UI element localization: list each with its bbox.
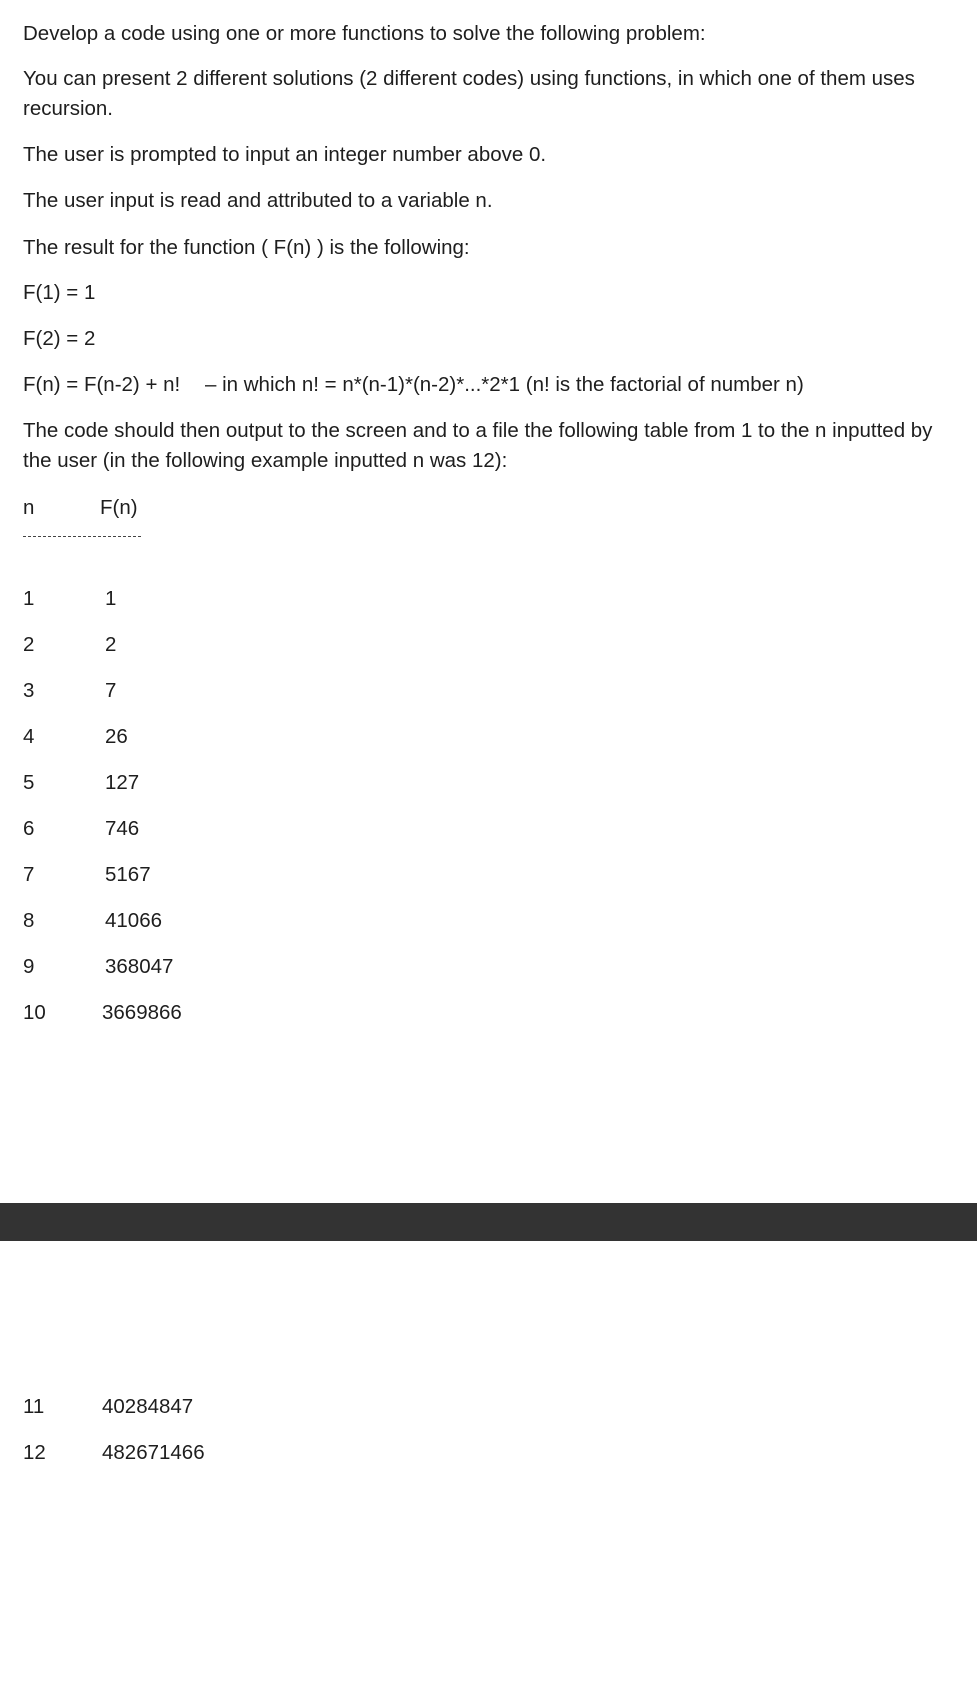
table-cell-n: 8 [23,909,35,932]
prompt-paragraph: The user is prompted to input an integer number above 0. [23,143,547,166]
table-cell-n: 9 [23,955,35,978]
table-cell-fn: 7 [105,679,117,702]
table-cell-fn: 2 [105,633,117,656]
table-cell-n: 2 [23,633,35,656]
formula-f2: F(2) = 2 [23,327,96,350]
solutions-paragraph: You can present 2 different solutions (2 different codes) using functions, in which one of them uses recursion. [23,67,915,120]
formula-fn: F(n) = F(n-2) + n! [23,373,181,396]
document-page-2 [0,1241,977,1687]
table-cell-fn: 40284847 [102,1395,194,1418]
table-cell-n: 4 [23,725,35,748]
table-cell-fn: 1 [105,587,117,610]
table-cell-fn: 41066 [105,909,163,932]
read-paragraph: The user input is read and attributed to a variable n. [23,189,493,212]
output-paragraph: The code should then output to the screen and to a file the following table from 1 to the n inputted by the user (in the following example inputted n was 12): [23,419,933,472]
table-cell-fn: 746 [105,817,140,840]
table-cell-n: 3 [23,679,35,702]
table-cell-fn: 26 [105,725,128,748]
table-header-n: n [23,496,35,519]
table-cell-fn: 127 [105,771,140,794]
table-header-fn: F(n) [100,496,138,519]
table-cell-n: 6 [23,817,35,840]
table-separator [23,536,141,537]
table-cell-n: 11 [23,1395,45,1418]
table-cell-fn: 368047 [105,955,174,978]
formula-f1: F(1) = 1 [23,281,96,304]
table-cell-fn: 482671466 [102,1441,205,1464]
table-cell-n: 10 [23,1001,46,1024]
table-cell-n: 1 [23,587,35,610]
factorial-note: – in which n! = n*(n-1)*(n-2)*...*2*1 (n! is the factorial of number n) [205,373,804,396]
table-cell-n: 7 [23,863,35,886]
table-cell-n: 5 [23,771,35,794]
result-paragraph: The result for the function ( F(n) ) is the following: [23,236,470,259]
table-cell-fn: 3669866 [102,1001,182,1024]
page-break-bar [0,1203,977,1241]
table-cell-n: 12 [23,1441,46,1464]
intro-paragraph: Develop a code using one or more functions to solve the following problem: [23,22,706,45]
table-cell-fn: 5167 [105,863,151,886]
